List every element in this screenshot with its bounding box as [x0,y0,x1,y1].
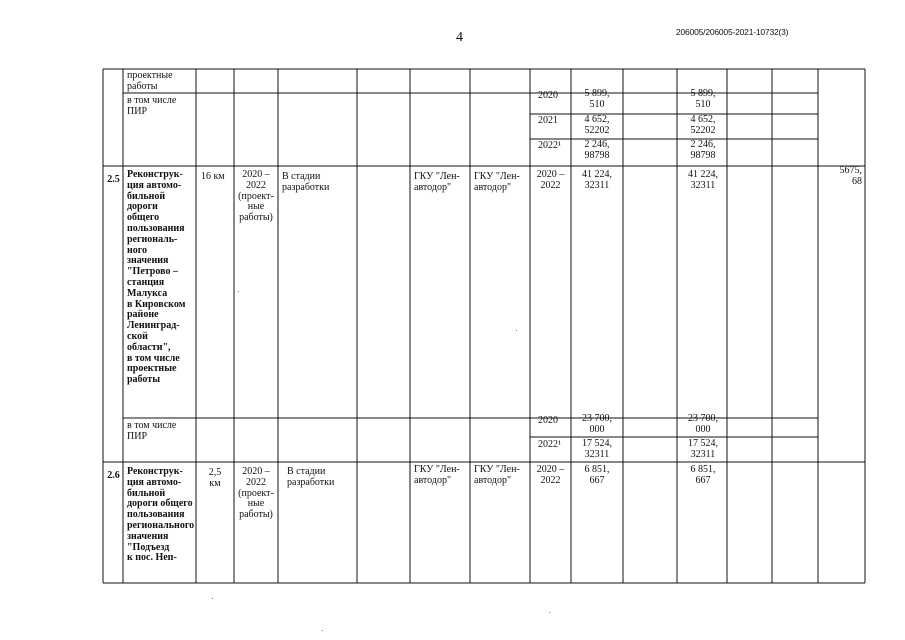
cell-year: 2021 [538,115,558,126]
scan-speck [549,612,550,613]
cell-object-name: Реконструк- ция автомо- бильной дороги общего пользования региональ- ного значения "Петрово – станция Малукса в Кировском районе Ленинград- ской области", в том числе проектные работы [127,169,186,386]
cell-status: В стадии разработки [282,171,330,193]
cell-project-works-label: проектные работы [127,70,173,92]
cell-total-value: 6 851, 667 [584,464,610,486]
scan-speck [322,630,323,631]
cell-regional-value: 6 851, 667 [690,464,716,486]
cell-total-value: 4 652, 52202 [584,114,610,136]
cell-total-value: 41 224, 32311 [582,169,612,191]
cell-regional-value: 23 700, 000 [688,413,718,435]
cell-year: 2022¹ [538,140,561,151]
cell-years-range: 2020 – 2022 [536,169,565,191]
cell-row-number: 2.5 [107,174,120,185]
cell-regional-value: 5 899, 510 [690,88,716,110]
cell-year: 2022¹ [538,439,561,450]
cell-object-name: Реконструк- ция автомо- бильной дороги общего пользования регионального значения "Подъезд к пос. Неп- [127,466,195,564]
scan-speck [238,291,239,292]
cell-capacity: 2,5 км [208,467,222,489]
cell-capacity: 16 км [201,171,225,182]
cell-last-value: 5675, 68 [839,165,862,187]
cell-status: В стадии разработки [287,466,335,488]
cell-regional-value: 2 246, 98798 [690,139,716,161]
cell-developer: ГКУ "Лен- автодор" [474,171,520,193]
cell-including-pir-label: в том числе ПИР [127,420,177,442]
cell-period: 2020 – 2022 (проект- ные работы) [238,466,274,521]
cell-regional-value: 41 224, 32311 [688,169,718,191]
cell-year: 2020 [538,90,558,101]
cell-total-value: 2 246, 98798 [584,139,610,161]
cell-customer: ГКУ "Лен- автодор" [414,171,460,193]
cell-total-value: 17 524, 32311 [582,438,612,460]
cell-total-value: 23 700, 000 [582,413,612,435]
cell-developer: ГКУ "Лен- автодор" [474,464,520,486]
cell-period: 2020 – 2022 (проект- ные работы) [238,169,274,224]
cell-row-number: 2.6 [107,470,120,481]
cell-regional-value: 17 524, 32311 [688,438,718,460]
cell-total-value: 5 899, 510 [584,88,610,110]
page-number: 4 [456,30,463,45]
scan-speck [516,330,517,331]
cell-including-pir-label: в том числе ПИР [127,95,177,117]
document-id: 206005/206005-2021-10732(3) [676,27,789,37]
scan-speck [212,598,213,599]
cell-year: 2020 [538,415,558,426]
cell-customer: ГКУ "Лен- автодор" [414,464,460,486]
cell-regional-value: 4 652, 52202 [690,114,716,136]
cell-years-range: 2020 – 2022 [536,464,565,486]
